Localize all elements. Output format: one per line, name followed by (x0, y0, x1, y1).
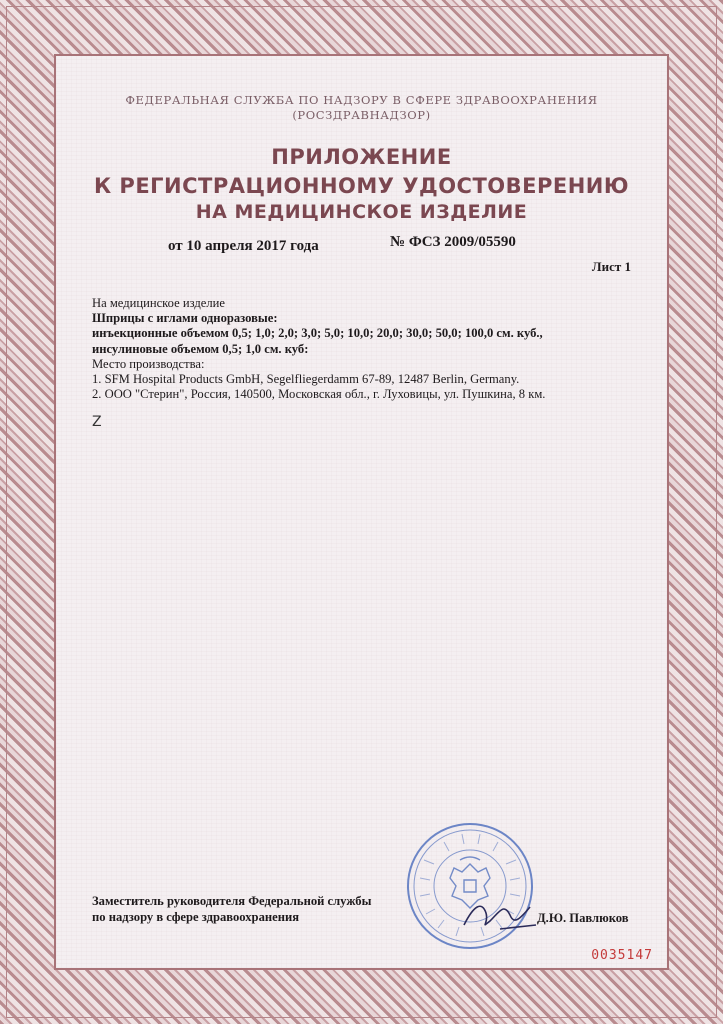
device-insulin-volumes: инсулиновые объемом 0,5; 1,0 см. куб: (92, 341, 309, 356)
manufacturing-site-1: 1. SFM Hospital Products GmbH, Segelfliegerdamm 67-89, 12487 Berlin, Germany. (92, 372, 520, 387)
z-mark: Z (92, 414, 102, 430)
sheet-number: Лист 1 (591, 259, 631, 274)
signer-name: Д.Ю. Павлюков (537, 911, 629, 925)
document-title-line3: НА МЕДИЦИНСКОЕ ИЗДЕЛИЕ (195, 201, 528, 223)
serial-number: 0035147 (591, 948, 653, 963)
document-title-line2: К РЕГИСТРАЦИОННОМУ УДОСТОВЕРЕНИЮ (93, 174, 630, 198)
signature-icon (460, 895, 540, 935)
signer-title-line1: Заместитель руководителя Федеральной службы (92, 894, 372, 908)
manufacturing-site-label: Место производства: (92, 356, 205, 371)
device-intro: На медицинское изделие (92, 296, 225, 310)
signer-title-line2: по надзору в сфере здравоохранения (92, 910, 300, 924)
registration-number: № ФСЗ 2009/05590 (390, 234, 516, 250)
device-description (92, 296, 652, 402)
device-name: Шприцы с иглами одноразовые: (92, 311, 278, 326)
manufacturing-site-2: 2. ООО "Стерин", Россия, 140500, Московская обл., г. Луховицы, ул. Пушкина, 8 км. (92, 387, 546, 402)
agency-name: ФЕДЕРАЛЬНАЯ СЛУЖБА ПО НАДЗОРУ В СФЕРЕ ЗДРАВООХРАНЕНИЯ (125, 93, 598, 107)
signer-title (92, 893, 371, 925)
agency-abbreviation: (РОСЗДРАВНАДЗОР) (292, 108, 431, 122)
device-injection-volumes: инъекционные объемом 0,5; 1,0; 2,0; 3,0; 5,0; 10,0; 20,0; 30,0; 50,0; 100,0 см. куб., (92, 326, 543, 341)
document-title: ПРИЛОЖЕНИЕ (271, 145, 452, 169)
issue-date: от 10 апреля 2017 года (168, 238, 319, 254)
